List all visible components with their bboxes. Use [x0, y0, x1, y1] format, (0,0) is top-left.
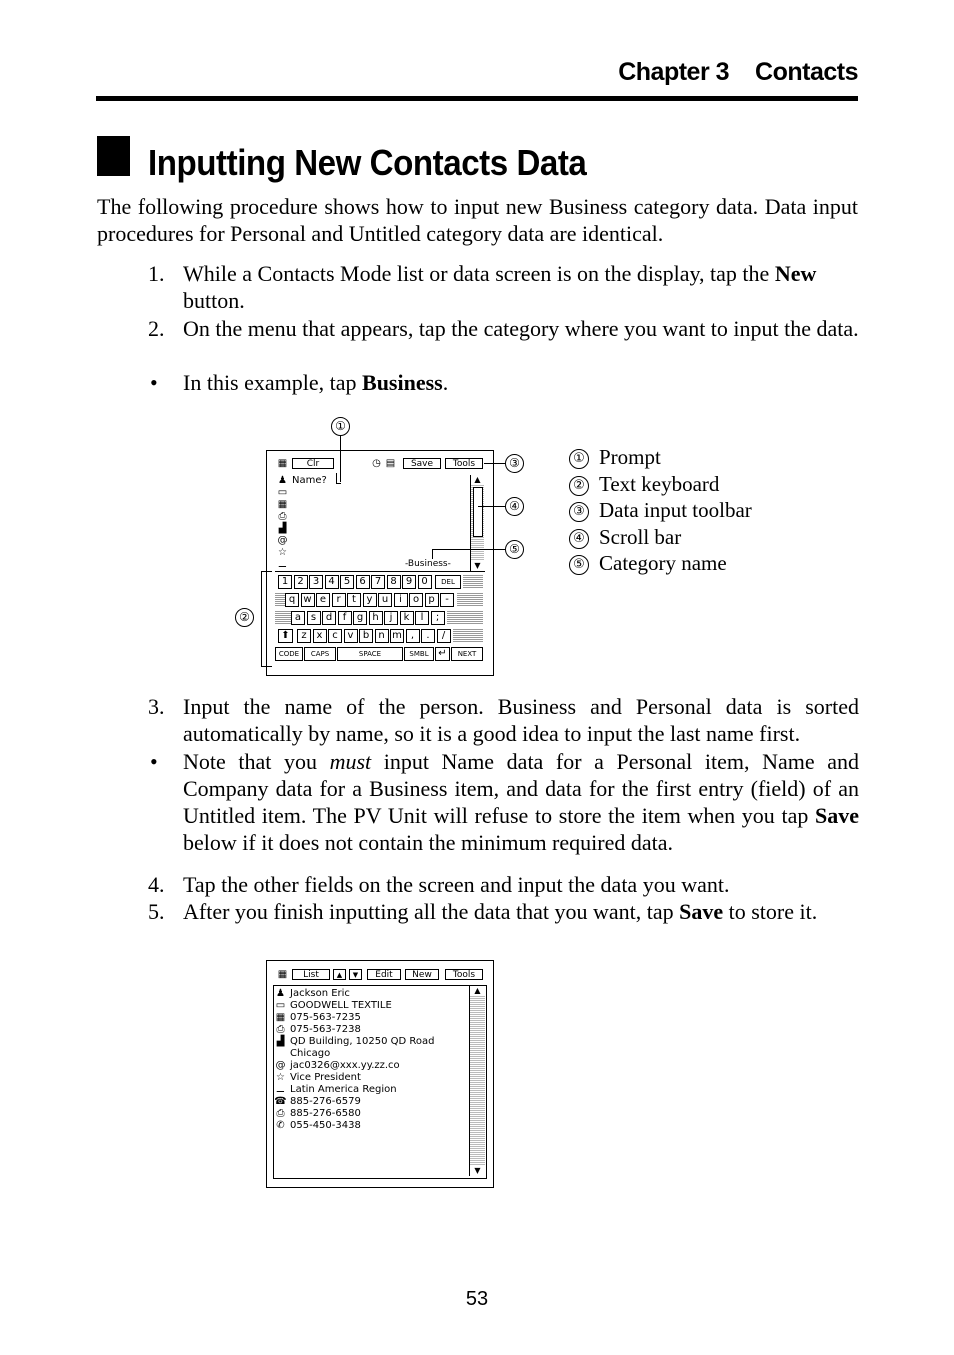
tools-button[interactable]: Tools	[445, 458, 483, 469]
step-4-marker: 4.	[148, 872, 165, 897]
key-y[interactable]: y	[363, 593, 377, 607]
step-3-marker: 3.	[148, 694, 165, 719]
key-5[interactable]: 5	[340, 575, 354, 589]
key-special[interactable]: SPACE	[337, 647, 403, 661]
key-a[interactable]: a	[291, 611, 305, 625]
scroll-up-icon[interactable]: ▲	[470, 986, 485, 996]
key-x[interactable]: x	[313, 629, 327, 643]
department-icon: ⚊	[276, 1084, 285, 1095]
home-phone-icon: ☎	[274, 1096, 287, 1107]
key-1[interactable]: 1	[278, 575, 292, 589]
key-w[interactable]: w	[301, 593, 315, 607]
key-v[interactable]: v	[344, 629, 358, 643]
legend-item-prompt: ① Prompt	[569, 444, 752, 471]
category-name: -Business-	[405, 559, 451, 569]
step-2-marker: 2.	[148, 316, 165, 341]
key-k[interactable]: k	[400, 611, 414, 625]
key-l[interactable]: l	[415, 611, 429, 625]
key-p[interactable]: p	[425, 593, 439, 607]
fax-icon: ⎙	[276, 1024, 285, 1035]
key-r[interactable]: r	[332, 593, 346, 607]
chapter-header	[96, 58, 858, 87]
key-0[interactable]: 0	[418, 575, 432, 589]
contacts-mode-icon: ▦	[277, 969, 288, 980]
fax-icon: ⎙	[278, 511, 287, 522]
home-fax-icon: ⎙	[276, 1108, 285, 1119]
key-4[interactable]: 4	[325, 575, 339, 589]
key-2[interactable]: 2	[294, 575, 308, 589]
callout-3: ③	[505, 454, 524, 473]
page-title: Inputting New Contacts Data	[148, 142, 587, 183]
chapter-label: Chapter 3	[618, 58, 730, 86]
clock-icon[interactable]: ◷	[372, 458, 381, 469]
key-c[interactable]: c	[328, 629, 342, 643]
record-line[interactable]: Chicago	[290, 1048, 331, 1059]
key-b[interactable]: b	[359, 629, 373, 643]
intro-paragraph: The following procedure shows how to input new Business category data. Data input procedures for Personal and Untitled category data are identical.	[97, 194, 858, 246]
scroll-bar[interactable]	[469, 986, 485, 1176]
saved-data-screen	[266, 960, 494, 1188]
keyboard-hatch	[275, 611, 291, 625]
callout-1: ①	[331, 417, 350, 436]
record-line[interactable]: Jackson Eric	[290, 988, 350, 999]
key-special[interactable]: ;	[431, 611, 445, 625]
shift-key[interactable]: ⬆	[278, 629, 293, 643]
callout-4-line	[478, 506, 505, 507]
key-q[interactable]: q	[285, 593, 299, 607]
key-d[interactable]: d	[322, 611, 336, 625]
address-icon: ▟	[276, 1036, 285, 1047]
callout-2-bracket	[261, 571, 272, 667]
section-label: Contacts	[755, 58, 858, 86]
next-record-button[interactable]: ▼	[349, 969, 362, 980]
record-line[interactable]: 075-563-7235	[290, 1012, 361, 1023]
record-line[interactable]: jac0326@xxx.yy.zz.co	[290, 1060, 400, 1071]
record-line[interactable]: Latin America Region	[290, 1084, 397, 1095]
bullet-1-text: In this example, tap Business.	[183, 370, 449, 395]
address-icon: ▟	[278, 523, 287, 534]
keyboard-divider	[275, 571, 485, 572]
key-6[interactable]: 6	[356, 575, 370, 589]
key-special[interactable]: CAPS	[304, 647, 336, 661]
department-icon: ⚊	[278, 559, 287, 570]
company-icon: ▭	[275, 1000, 286, 1011]
key-n[interactable]: n	[375, 629, 389, 643]
person-icon: ♟	[278, 475, 287, 486]
callout-3-line	[484, 463, 505, 464]
key-special[interactable]: /	[437, 629, 451, 643]
edit-button[interactable]: Edit	[367, 969, 401, 980]
phone-icon: ▦	[275, 1012, 286, 1023]
position-icon: ☆	[276, 1072, 285, 1083]
keyboard-hatch	[453, 629, 483, 643]
keyboard-hatch	[275, 593, 285, 607]
key-special[interactable]: SMBL	[404, 647, 434, 661]
key-special[interactable]: ↵	[435, 647, 450, 661]
email-icon: @	[277, 535, 288, 546]
key-i[interactable]: i	[394, 593, 408, 607]
record-line[interactable]: 885-276-6580	[290, 1108, 361, 1119]
callout-2: ②	[235, 608, 254, 627]
key-special[interactable]: -	[440, 593, 454, 607]
key-s[interactable]: s	[307, 611, 321, 625]
tools-button[interactable]: Tools	[445, 969, 483, 980]
record-pane	[273, 985, 487, 1179]
memo-icon[interactable]: ▤	[385, 458, 396, 469]
phone-icon: ▦	[277, 499, 288, 510]
previous-record-button[interactable]: ▲	[333, 969, 346, 980]
keyboard-hatch	[447, 611, 483, 625]
callout-5: ⑤	[505, 540, 524, 559]
scroll-bar[interactable]	[470, 475, 484, 571]
legend-item-toolbar: ③ Data input toolbar	[569, 497, 752, 524]
step-5-text: After you finish inputting all the data that you want, tap Save to store it.	[183, 899, 818, 924]
header-rule	[96, 96, 858, 101]
page-number: 53	[465, 1288, 489, 1310]
keyboard-hatch	[457, 593, 483, 607]
record-line[interactable]: 055-450-3438	[290, 1120, 361, 1131]
keyboard-hatch	[463, 575, 483, 589]
bullet-2-text: Note that you must input Name data for a Personal item, Name and Company data for a Business item, and data for the first entry (field) of an Untitled item. The PV Unit will refuse to store the item when you tap Save below if it does not contain the minimum required data.	[183, 749, 859, 855]
title-block-icon	[97, 136, 130, 176]
key-u[interactable]: u	[378, 593, 392, 607]
key-8[interactable]: 8	[387, 575, 401, 589]
scroll-thumb[interactable]	[473, 487, 483, 537]
key-special[interactable]: ,	[406, 629, 420, 643]
callout-4: ④	[505, 497, 524, 516]
key-special[interactable]: DEL	[435, 575, 461, 589]
key-f[interactable]: f	[338, 611, 352, 625]
bullet-2-marker: •	[150, 749, 158, 774]
step-1-marker: 1.	[148, 261, 165, 286]
key-3[interactable]: 3	[309, 575, 323, 589]
key-9[interactable]: 9	[402, 575, 416, 589]
key-o[interactable]: o	[409, 593, 423, 607]
key-t[interactable]: t	[347, 593, 361, 607]
name-prompt: Name?	[292, 475, 327, 486]
step-4-text: Tap the other fields on the screen and input the data you want.	[183, 872, 730, 897]
clr-button[interactable]: Clr	[292, 458, 334, 469]
record-line[interactable]: QD Building, 10250 QD Road	[290, 1036, 435, 1047]
save-button[interactable]: Save	[403, 458, 441, 469]
step-5-marker: 5.	[148, 899, 165, 924]
record-line[interactable]: GOODWELL TEXTILE	[290, 1000, 392, 1011]
step-2-text: On the menu that appears, tap the category where you want to input the data.	[183, 316, 859, 341]
legend-item-scroll-bar: ④ Scroll bar	[569, 524, 752, 551]
callout-1-line	[340, 436, 341, 482]
legend	[569, 444, 752, 577]
position-icon: ☆	[278, 547, 287, 558]
person-icon: ♟	[276, 988, 285, 999]
key-special[interactable]: NEXT	[451, 647, 483, 661]
callout-5-line	[432, 549, 505, 550]
record-line[interactable]: Vice President	[290, 1072, 361, 1083]
mobile-icon: ✆	[276, 1120, 285, 1131]
email-icon: @	[275, 1060, 286, 1071]
legend-item-category: ⑤ Category name	[569, 550, 752, 577]
scroll-up-icon[interactable]: ▲	[471, 475, 484, 485]
new-button[interactable]: New	[405, 969, 439, 980]
key-7[interactable]: 7	[371, 575, 385, 589]
key-m[interactable]: m	[390, 629, 404, 643]
record-line[interactable]: 885-276-6579	[290, 1096, 361, 1107]
key-e[interactable]: e	[316, 593, 330, 607]
step-1-text: While a Contacts Mode list or data screen is on the display, tap the New button.	[183, 261, 817, 313]
key-z[interactable]: z	[297, 629, 311, 643]
scroll-down-icon[interactable]: ▼	[470, 1166, 485, 1176]
key-h[interactable]: h	[369, 611, 383, 625]
record-line[interactable]: 075-563-7238	[290, 1024, 361, 1035]
callout-5-tick	[432, 549, 433, 559]
company-icon: ▭	[277, 487, 288, 498]
legend-item-text-keyboard: ② Text keyboard	[569, 471, 752, 498]
bullet-1-marker: •	[150, 370, 158, 395]
data-input-screen	[266, 450, 494, 676]
list-button[interactable]: List	[292, 969, 330, 980]
scroll-down-icon[interactable]: ▼	[471, 561, 484, 571]
step-3-text: Input the name of the person. Business and Personal data is sorted automatically by name, so it is a good idea to input the last name first.	[183, 694, 859, 746]
key-g[interactable]: g	[353, 611, 367, 625]
key-special[interactable]: .	[421, 629, 435, 643]
contacts-mode-icon: ▦	[277, 458, 288, 469]
key-j[interactable]: j	[384, 611, 398, 625]
key-special[interactable]: CODE	[275, 647, 303, 661]
